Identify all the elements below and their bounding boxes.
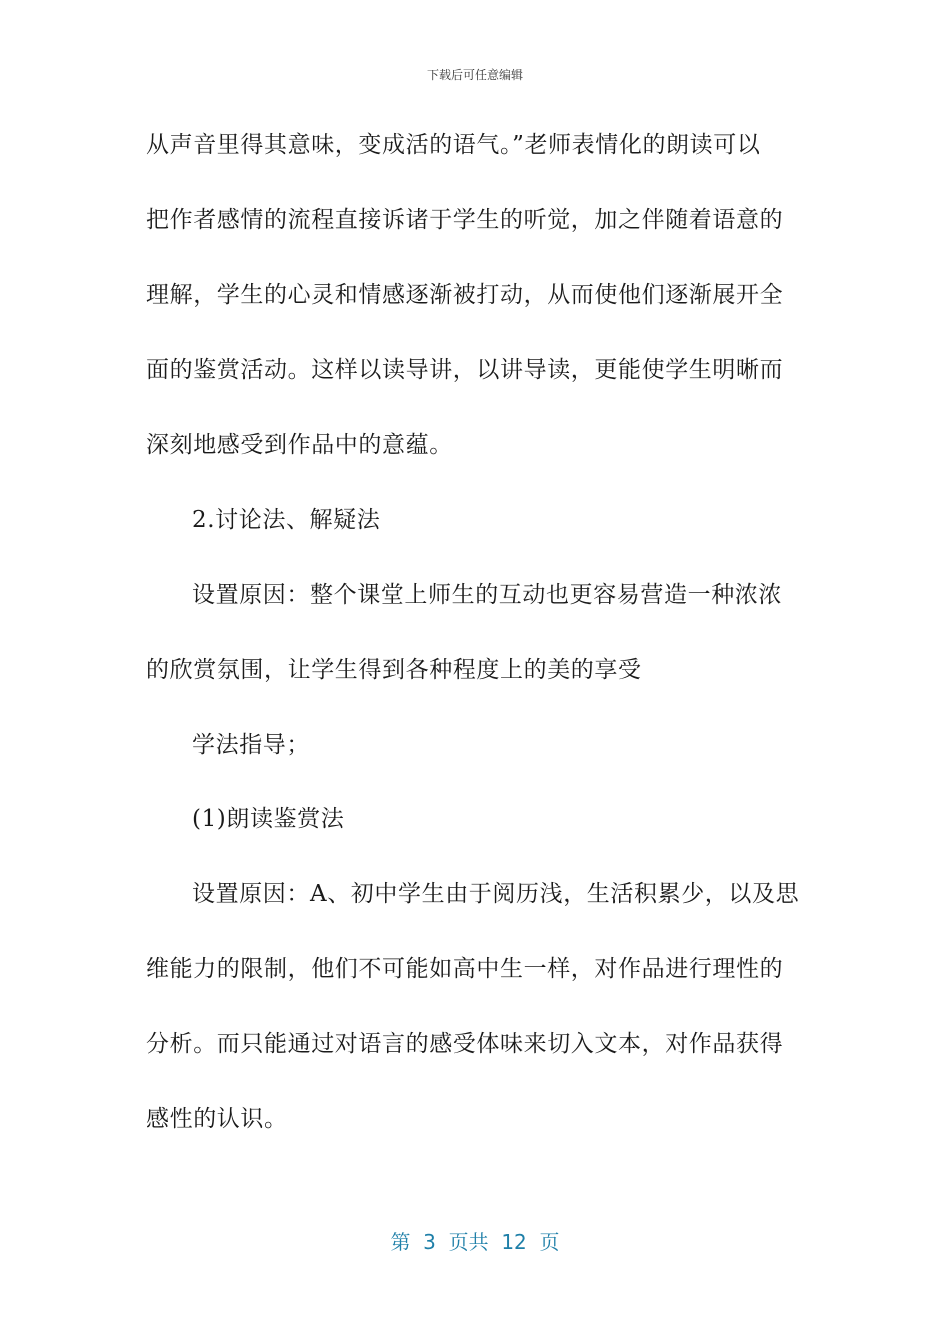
body-line-11: 设置原因：A、初中学生由于阅历浅，生活积累少，以及思 [192,881,800,907]
body-line-2: 把作者感情的流程直接诉诸于学生的听觉，加之伴随着语意的 [146,207,784,233]
body-line-8: 的欣赏氛围，让学生得到各种程度上的美的享受 [146,657,642,683]
section-heading-discussion: 2.讨论法、解疑法 [192,507,381,533]
body-line-1: 从声音里得其意味，变成活的语气。”老师表情化的朗读可以 [146,132,761,158]
body-line-3: 理解，学生的心灵和情感逐渐被打动，从而使他们逐渐展开全 [146,282,784,308]
body-line-13: 分析。而只能通过对语言的感受体味来切入文本，对作品获得 [146,1031,784,1057]
body-line-4: 面的鉴赏活动。这样以读导讲，以讲导读，更能使学生明晰而 [146,357,784,383]
body-line-5: 深刻地感受到作品中的意蕴。 [146,432,453,458]
body-line-12: 维能力的限制，他们不可能如高中生一样，对作品进行理性的 [146,956,784,982]
section-heading-study-method: 学法指导； [192,732,310,758]
body-line-14: 感性的认识。 [146,1106,288,1132]
page-number-footer: 第 3 页共 12 页 [390,1230,560,1254]
body-line-7: 设置原因：整个课堂上师生的互动也更容易营造一种浓浓 [192,582,782,608]
section-heading-reading: (1)朗读鉴赏法 [192,806,345,832]
page-header: 下载后可任意编辑 [426,68,523,82]
